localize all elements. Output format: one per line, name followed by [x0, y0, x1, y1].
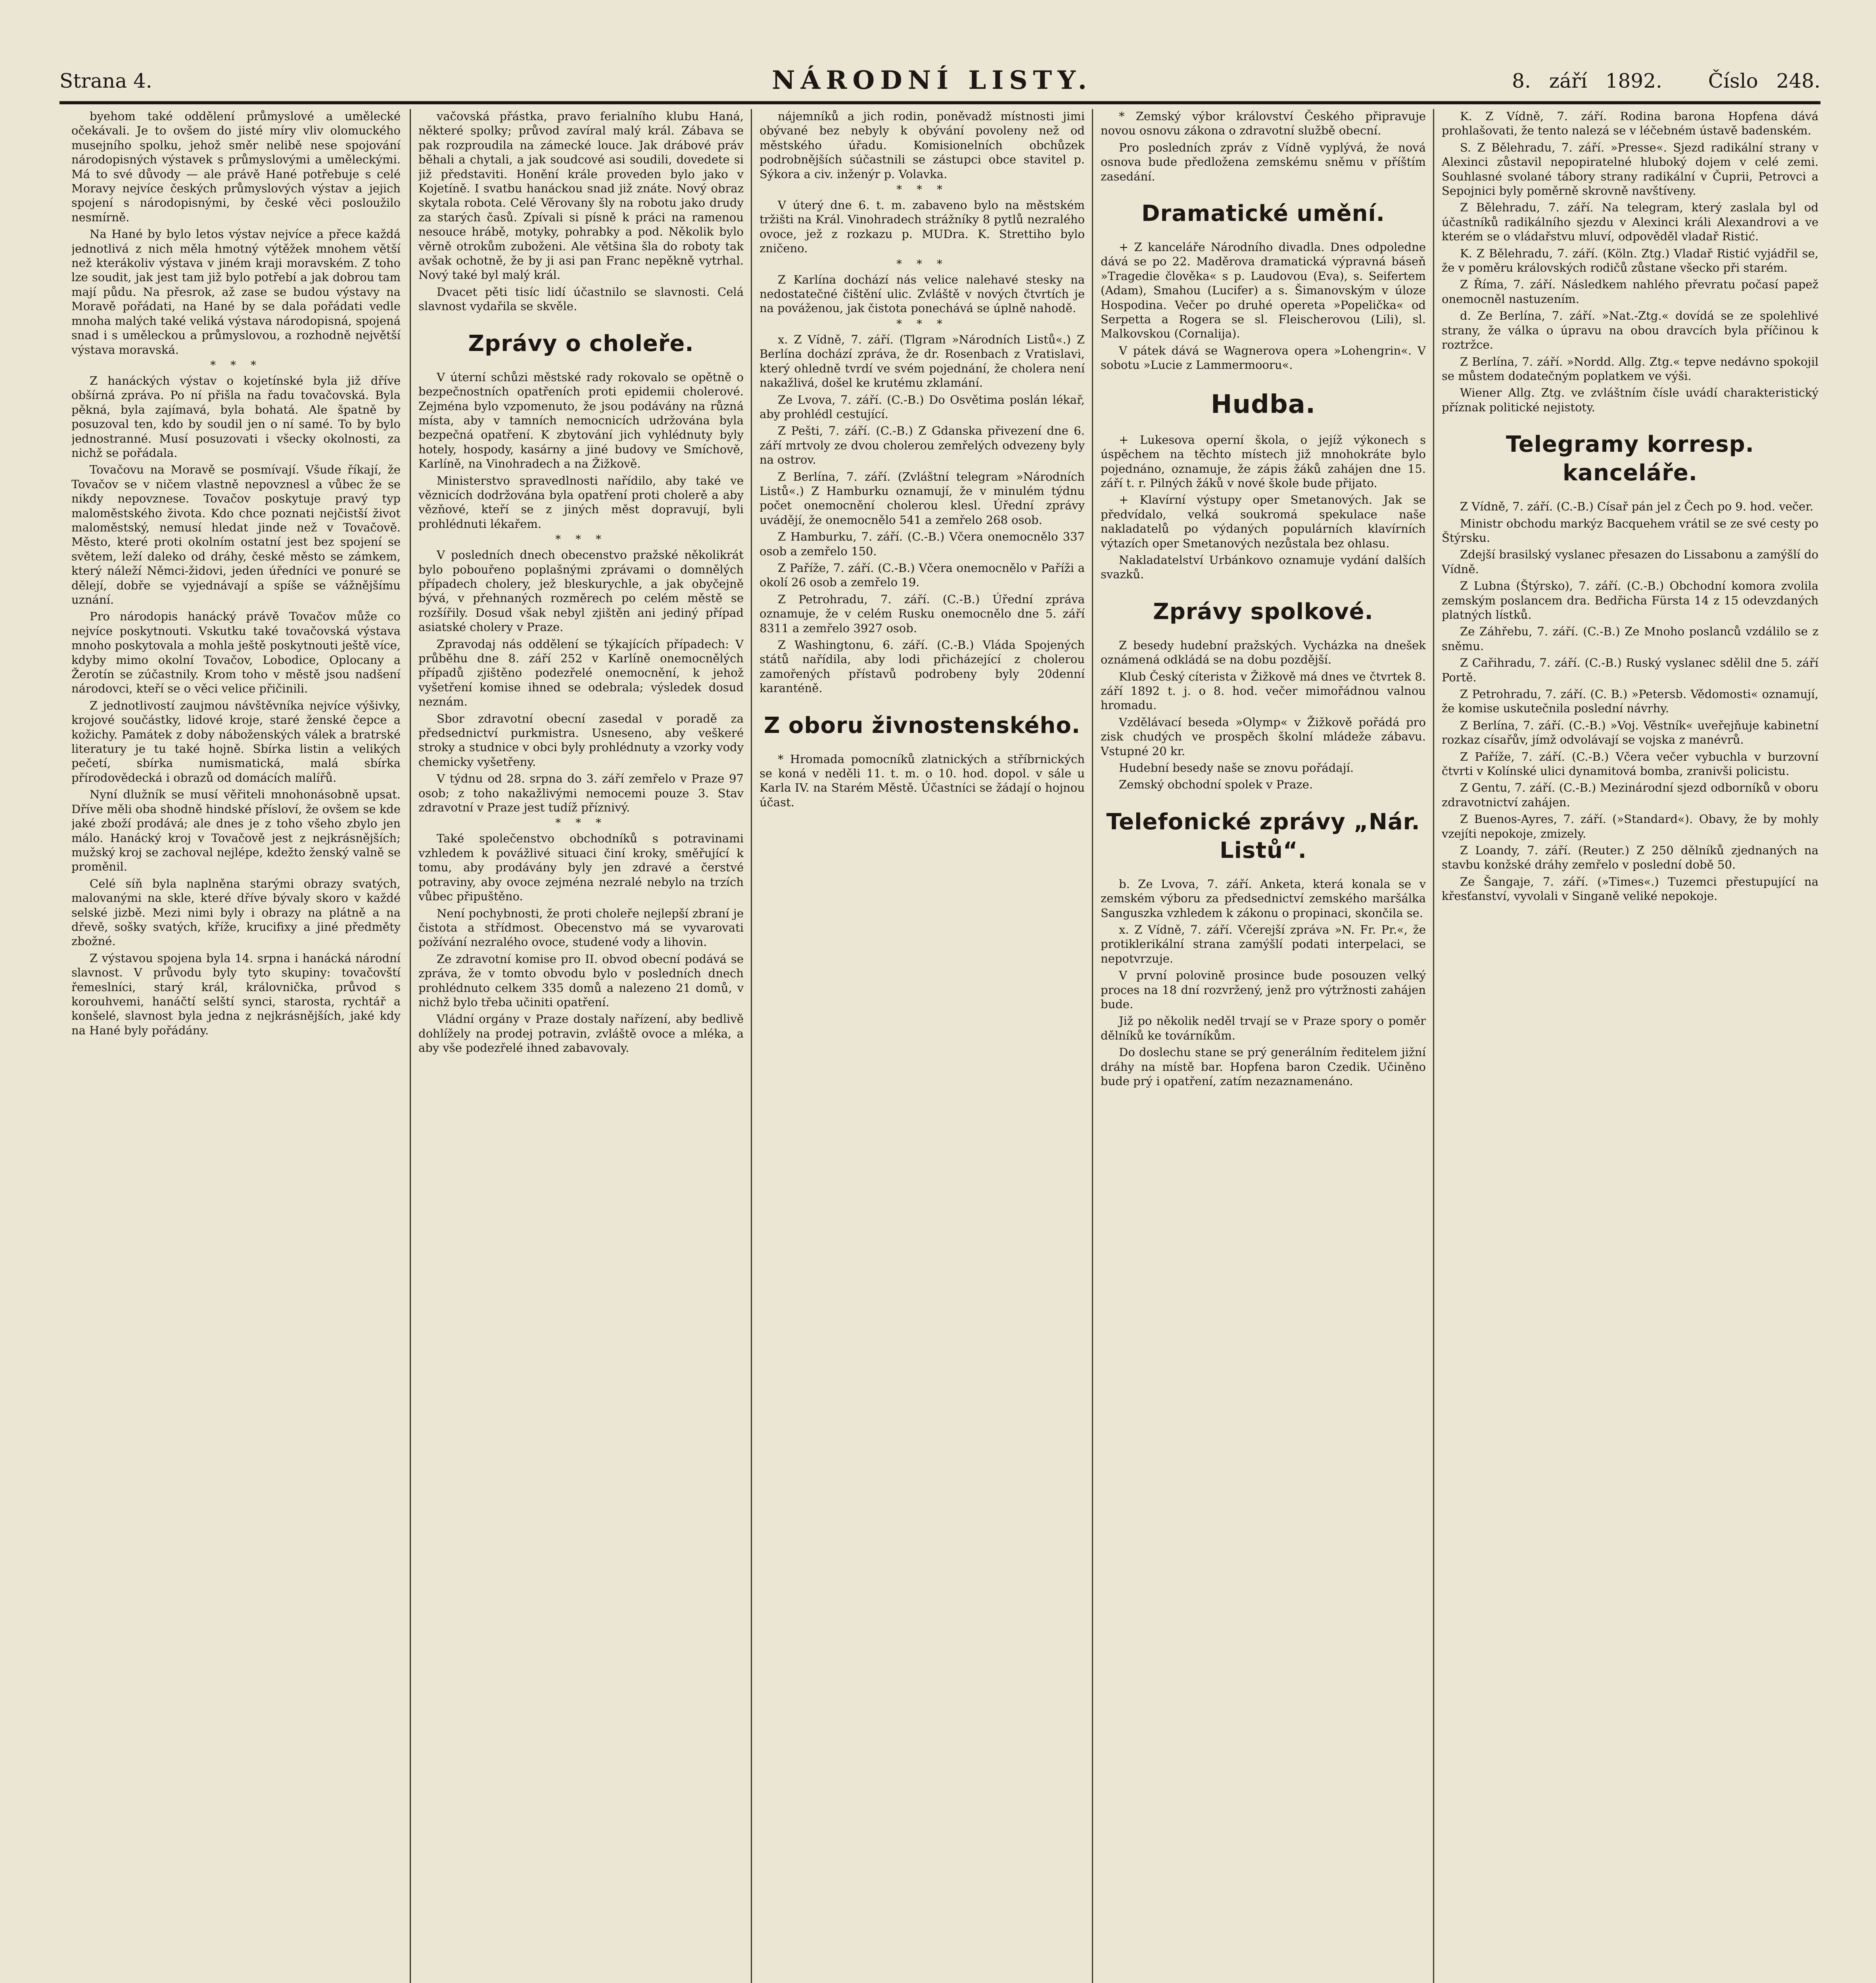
- article-paragraph: Nyní dlužník se musí věřiteli mnohonásobně upsat. Dříve měli oba shodně hindské přísloví, že ovšem se kde jaké zboží prodává; ale dnes je z toho všeho zbylo jen málo. Hanácký kroj v Tovačově jest z nejkrásnějších; mužský kroj se zachoval nejlépe, kdežto ženský valně se proměnil.: [71, 788, 401, 874]
- article-paragraph: Z Cařihradu, 7. září. (C.-B.) Ruský vyslanec sdělil dne 5. září Portě.: [1442, 656, 1818, 684]
- article-paragraph: Není pochybnosti, že proti choleře nejlepší zbraní je čistota a střídmost. Obecenstvo má se vyvarovati požívání nezralého ovoce, studené vody a lihovin.: [418, 906, 744, 949]
- section-separator: * * *: [896, 183, 948, 196]
- section-heading-trade: Z oboru živnostenského.: [763, 712, 1081, 738]
- article-paragraph: Nakladatelství Urbánkovo oznamuje vydání dalších svazků.: [1101, 553, 1426, 581]
- article-paragraph: Zemský obchodní spolek v Praze.: [1119, 778, 1313, 792]
- article-paragraph: Z Paříže, 7. září. (C.-B.) Včera večer vybuchla v burzovní čtvrti v Kolínské ulici dynamitová bomba, zranivši policistu.: [1442, 750, 1818, 778]
- column-rule: [751, 109, 752, 1983]
- issue-date: 8. září 1892.: [1512, 69, 1662, 92]
- article-paragraph: Dvacet pěti tisíc lidí účastnilo se slavnosti. Celá slavnost vydařila se skvěle.: [418, 285, 744, 313]
- article-paragraph: + Z kanceláře Národního divadla. Dnes odpoledne dává se po 22. Maděrova dramatická výpravná báseň »Tragedie člověka« s p. Laudovou (Eva), s. Seifertem (Adam), Smahou (Lucifer) a s. Šimanovským v úloze Hospodina. Večer po druhé opereta »Popelička« od Serpetta a Rogera se sl. Fleischerovou (Lili), sl. Malkovskou (Cornalija).: [1101, 240, 1426, 341]
- article-paragraph: Vzdělávací beseda »Olymp« v Žižkově pořádá pro zisk chudých ve prospěch školní mládeže zábavu. Vstupné 20 kr.: [1101, 715, 1426, 758]
- article-paragraph: Sbor zdravotní obecní zasedal v poradě za předsednictví purkmistra. Usneseno, aby veškeré stroky a studnice v obci byly prohlédnuty a vzorky vody chemicky vyšetřeny.: [418, 712, 744, 769]
- section-separator: * * *: [210, 358, 262, 372]
- article-paragraph: Z jednotlivostí zaujmou návštěvníka nejvíce výšivky, krojové součástky, lidové kroje, staré ženské čepce a kožichy. Památek z doby náboženských válek a bratrské literatury je tu také hojně. Sbírka listin a velikých pečetí, sbírka numismatická, malá sbírka přírodovědecká i obrazů od domácích malířů.: [71, 698, 401, 784]
- section-separator: * * *: [896, 257, 948, 270]
- article-paragraph: b. Ze Lvova, 7. září. Anketa, která konala se v zemském výboru za předsednictví zemského maršálka Sanguszka vzhledem k zákonu o propinaci, skončila se.: [1101, 877, 1426, 920]
- article-paragraph: + Lukesova operní škola, o jejíž výkonech s úspěchem na těchto místech již mnohokráte bylo pojednáno, oznamuje, že zápis žáků zahájen dne 15. září t. r. Pilných žáků v nové škole bude přijato.: [1101, 433, 1426, 490]
- article-paragraph: Zdejší brasilský vyslanec přesazen do Lissabonu a zamýšlí do Vídně.: [1442, 548, 1818, 576]
- article-paragraph: Z Vídně, 7. září. (C.-B.) Císař pán jel z Čech po 9. hod. večer.: [1460, 500, 1814, 514]
- article-paragraph: Celé síň byla naplněna starými obrazy svatých, malovanými na skle, které dříve bývaly skoro v každé selské jizbě. Mezi nimi byly i obrazy na plátně a na dřevě, sošky svatých, kříže, krucifixy a jiné předměty zbožné.: [71, 876, 401, 948]
- article-paragraph: Do doslechu stane se prý generálním ředitelem jižní dráhy na místě bar. Hopfena baron Czedik. Učiněno bude prý i opatření, zatím nezaznamenáno.: [1101, 1045, 1426, 1088]
- article-paragraph: Z hanáckých výstav o kojetínské byla již dříve obšírná zpráva. Po ní přišla na řadu tovačovská. Byla pěkná, byla zajímavá, byla bohatá. Ale špatně by posuzoval ten, kdo by soudil jen o ní samé. To by bylo jednostranné. Musí posuzovati i všecky okolnosti, za nichž se pořádala.: [71, 374, 401, 460]
- article-paragraph: Z Pešti, 7. září. (C.-B.) Z Gdanska přivezení dne 6. září mrtvoly ze dvou cholerou zemřelých odvezeny byly na ostrov.: [760, 424, 1085, 467]
- article-paragraph: d. Ze Berlína, 7. září. »Nat.-Ztg.« dovídá se ze spolehlivé strany, že válka o úpravu na obou dravcích byla příčinou k roztržce.: [1442, 309, 1818, 352]
- article-paragraph: * Zemský výbor království Českého připravuje novou osnovu zákona o zdravotní službě obecní.: [1101, 109, 1426, 138]
- article-paragraph: Z Washingtonu, 6. září. (C.-B.) Vláda Spojených států nařídila, aby lodi přicházející z cholerou zamořených přístavů podrobeny byly 20denní karanténě.: [760, 638, 1085, 695]
- article-paragraph: Vládní orgány v Praze dostaly nařízení, aby bedlivě dohlížely na prodej potravin, zvláště ovoce a mléka, a aby vše podezřelé ihned zabavovaly.: [418, 1012, 744, 1055]
- article-paragraph: Z Berlína, 7. září. »Nordd. Allg. Ztg.« tepve nedávno spokojil se můstem dodatečným poplatkem ve výši.: [1442, 355, 1818, 383]
- article-paragraph: x. Z Vídně, 7. září. (Tlgram »Národních Listů«.) Z Berlína dochází zpráva, že dr. Rosenbach z Vratislavi, který ohledně tvrdí ve svém pojednání, že cholera není nakažlivá, došel ke krutému zklamání.: [760, 332, 1085, 390]
- article-paragraph: Z Petrohradu, 7. září. (C.-B.) Úřední zpráva oznamuje, že v celém Rusku onemocnělo dne 5. září 8311 a zemřelo 3927 osob.: [760, 592, 1085, 635]
- section-separator: * * *: [555, 816, 607, 830]
- article-paragraph: Ze Lvova, 7. září. (C.-B.) Do Osvětima poslán lékař, aby prohlédl cestující.: [760, 393, 1085, 421]
- article-paragraph: Ze Šangaje, 7. září. (»Times«.) Tuzemci přestupující na křesťanství, vyvolali v Singaně veliké nepokoje.: [1442, 875, 1818, 903]
- section-heading-cholera: Zprávy o choleře.: [468, 330, 694, 357]
- article-paragraph: Na Hané by bylo letos výstav nejvíce a přece každá jednotlivá z nich měla hmotný výtěžek mnohem větší než kterákoliv výstava v jiném kraji moravském. Z toho lze soudit, jak jest tam již bylo potřebí a jak dobrou tam mají půdu. Na přesrok, až zase se budou výstavy na Moravě pořádati, na Hané by se dala pořádati vedle mnoha malých také veliká výstava národopisná, spojená snad i s uměleckou a průmyslovou, a rozhodně největší výstava moravská.: [71, 227, 401, 357]
- article-paragraph: Z Loandy, 7. září. (Reuter.) Z 250 dělníků zjednaných na stavbu konžské dráhy zemřelo v poslední době 50.: [1442, 844, 1818, 872]
- column-2: [418, 109, 744, 1983]
- section-heading-societies: Zprávy spolkové.: [1153, 598, 1373, 625]
- article-paragraph: V první polovině prosince bude posouzen velký proces na 18 dní rozvržený, jenž pro výtržnosti zahájen bude.: [1101, 968, 1426, 1011]
- column-rule: [1092, 109, 1093, 1983]
- article-paragraph: Z Petrohradu, 7. září. (C. B.) »Petersb. Vědomosti« oznamují, že komise uskutečnila poslední návrhy.: [1442, 687, 1818, 715]
- article-paragraph: Ze Záhřebu, 7. září. (C.-B.) Ze Mnoho poslanců vzdálilo se z sněmu.: [1442, 625, 1818, 653]
- article-paragraph: V týdnu od 28. srpna do 3. září zemřelo v Praze 97 osob; z toho nakažlivými nemocemi pouze 3. Stav zdravotní v Praze jest tudíž příznivý.: [418, 772, 744, 815]
- article-paragraph: Z výstavou spojena byla 14. srpna i hanácká národní slavnost. V průvodu byly tyto skupiny: tovačovští řemeslníci, starý král, královnička, průvod s korouhvemi, hanáčtí selští synci, starosta, rychtář a konšelé, slavnost byla jedna z nejkrásnějších, jaké kdy na Hané byly pořádány.: [71, 951, 401, 1037]
- column-rule: [410, 109, 411, 1983]
- section-heading-music: Hudba.: [1210, 389, 1316, 419]
- article-paragraph: Ministr obchodu markýz Bacquehem vrátil se ze své cesty po Štýrsku.: [1442, 516, 1818, 545]
- section-heading-drama: Dramatické umění.: [1141, 201, 1385, 227]
- article-paragraph: Klub Český cíterista v Žižkově má dnes ve čtvrtek 8. září 1892 t. j. o 8. hod. večer mimořádnou valnou hromadu.: [1101, 669, 1426, 712]
- article-paragraph: Z Hamburku, 7. září. (C.-B.) Včera onemocnělo 337 osob a zemřelo 150.: [760, 530, 1085, 558]
- article-paragraph: Ze zdravotní komise pro II. obvod obecní podává se zpráva, že v tomto obvodu bylo v posledních dnech prohlédnuto celkem 335 domů a nalezeno 21 domů, v nichž bylo třeba učiniti opatření.: [418, 952, 744, 1009]
- column-1: [71, 109, 401, 1983]
- section-separator: * * *: [555, 533, 607, 546]
- article-paragraph: Již po několik neděl trvají se v Praze spory o poměr dělníků ke továrníkům.: [1101, 1014, 1426, 1042]
- article-paragraph: V úterý dne 6. t. m. zabaveno bylo na městském tržišti na Král. Vinohradech strážníky 8 pytlů nezralého ovoce, jež z rozkazu p. MUDra. K. Strettiho bylo zničeno.: [760, 198, 1085, 255]
- column-3: [760, 109, 1085, 1983]
- newspaper-title: NÁRODNÍ LISTY.: [772, 65, 1092, 95]
- article-paragraph: Z Lubna (Štýrsko), 7. září. (C.-B.) Obchodní komora zvolila zemským poslancem dra. Bedřicha Fürsta 14 z 15 odevzdaných platných lístků.: [1442, 579, 1818, 621]
- article-paragraph: Z Gentu, 7. září. (C.-B.) Mezinárodní sjezd odborníků v oboru zdravotnictví zahájen.: [1442, 781, 1818, 809]
- article-paragraph: V úterní schůzi městské rady rokovalo se opětně o bezpečnostních opatřeních proti epidemii cholerové. Zejména bylo vzpomenuto, že jsou podávány na různá místa, aby v tamních nemocnicích udržována byla bezpečná opatření. K zbytování jich vyhlédnuty byly hotely, hospody, kasárny a jiné budovy ve Smíchově, Karlíně, na Vinohradech a na Žižkově.: [418, 370, 744, 471]
- article-paragraph: Také společenstvo obchodníků s potravinami vzhledem k povážlivé situaci činí kroky, směřující k tomu, aby prodávány byly jen zdravé a čerstvé potraviny, aby ovoce zejména nezralé nebylo na trzích vůbec připuštěno.: [418, 832, 744, 903]
- article-paragraph: x. Z Vídně, 7. září. Včerejší zpráva »N. Fr. Pr.«, že protiklerikální strana zamýšlí podati interpelaci, se nepotvrzuje.: [1101, 923, 1426, 965]
- column-4: [1101, 109, 1426, 1983]
- article-paragraph: Z Paříže, 7. září. (C.-B.) Včera onemocnělo v Paříži a okolí 26 osob a zemřelo 19.: [760, 561, 1085, 589]
- article-paragraph: byehom také oddělení průmyslové a umělecké očekávali. Je to ovšem do jisté míry vliv olomuckého musejního spolku, jehož směr nelibě nese spojování národopisných výstavek s průmyslovými a uměleckými. Má to své důvody — ale právě Hané potřebuje s celé Moravy nejvíce českých průmyslových výstav a jejich spojení s národopisnými, by české věci posloužilo nesmírně.: [71, 109, 401, 224]
- article-paragraph: vačovská přástka, pravo ferialního klubu Haná, některé spolky; průvod zavíral malý král. Zábava se pak rozproudila na zámecké louce. Jak drábové práv běhali a chytali, a jak soudcové asi soudili, dovedete si již představiti. Honění krále proveden bylo jako v Kojetíně. I svatbu hanáckou snad již znáte. Nový obraz skytala robota. Celé Věrovany šly na robotu jako drudy za starých časů. Zpívali si písně k práci na ramenou nesouce hrábě, motyky, pohrabky a pod. Několik bylo věrně otrokům zuboženi. Ale většina šla do roboty tak avšak ochotně, že by ji asi pan Franc nepěkně vytrhal. Nový také byl malý král.: [418, 109, 744, 282]
- article-paragraph: Pro národopis hanácký právě Tovačov může co nejvíce poskytnouti. Vskutku také tovačovská výstava mnoho poskytovala a mohla ještě poskytnouti ještě více, kdyby mimo okolní Tovačov, Lobodice, Oplocany a Žerotín se zúčastnily. Krom toho v městě jsou nadšení národovci, kteří se o věci velice přičinili.: [71, 610, 401, 696]
- column-rule: [1433, 109, 1434, 1983]
- issue-info: [1512, 69, 1820, 92]
- section-heading-telephone: Telefonické zprávy „Nár. Listů“.: [1106, 809, 1420, 863]
- article-paragraph: Hudební besedy naše se znovu pořádají.: [1119, 761, 1354, 775]
- article-paragraph: Z Bělehradu, 7. září. Na telegram, který zaslala byl od účastníků radikálního sjezdu v Alexinci králi Alexandrovi a ve kterém se o vládařstvu mluví, odpověděl vladař Ristić.: [1442, 201, 1818, 244]
- page-number: Strana 4.: [59, 69, 152, 92]
- article-paragraph: nájemníků a jich rodin, poněvadž místnosti jimi obývané bez nebyly k obývání povoleny než od městského úřadu. Komisionelních obchůzek podrobnějších súčastnili se zástupci obce stavitel p. Sýkora a civ. inženýr p. Volavka.: [760, 109, 1085, 181]
- article-paragraph: + Klavírní výstupy oper Smetanových. Jak se předvídalo, velká soukromá spekulace naše nakladatelů po výdaných populárních klavírních výtazích oper Smetanových nezůstala bez ohlasu.: [1101, 493, 1426, 550]
- article-paragraph: S. Z Bělehradu, 7. září. »Presse«. Sjezd radikální strany v Alexinci zůstavil nepopiratelné hluboký dojem v celé zemi. Souhlasné svolané tábory strany radikální v Čuprii, Petrovci a Sepojnici byly poměrně skrovně navštíveny.: [1442, 140, 1818, 198]
- article-paragraph: Z Berlína, 7. září. (Zvláštní telegram »Národních Listů«.) Z Hamburku oznamují, že v minulém týdnu počet onemocnění cholerou klesl. Úřední zprávy uvádějí, že onemocnělo 541 a zemřelo 268 osob.: [760, 470, 1085, 527]
- article-paragraph: V pátek dává se Wagnerova opera »Lohengrin«. V sobotu »Lucie z Lammermooru«.: [1101, 343, 1426, 372]
- issue-number: Číslo 248.: [1708, 69, 1820, 92]
- article-paragraph: Z besedy hudební pražských. Vycházka na dnešek oznámená odkládá se na dobu pozdější.: [1101, 638, 1426, 667]
- article-paragraph: Pro posledních zpráv z Vídně vyplývá, že nová osnova bude předložena zemskému sněmu v příštím zasedání.: [1101, 140, 1426, 183]
- article-paragraph: Z Říma, 7. září. Následkem nahlého převratu počasí papež onemocněl nastuzením.: [1442, 278, 1818, 306]
- article-paragraph: K. Z Bělehradu, 7. září. (Köln. Ztg.) Vladař Ristić vyjádřil se, že v poměru královských rodičů zůstane všecko při starém.: [1442, 246, 1818, 275]
- masthead: [59, 65, 1820, 104]
- article-paragraph: Wiener Allg. Ztg. ve zvláštním čísle uvádí charakteristický příznak politické nejistoty.: [1442, 386, 1818, 414]
- article-paragraph: V posledních dnech obecenstvo pražské několikrát bylo pobouřeno poplašnými zprávami o domnělých případech cholery, jež bleskurychle, a jak obyčejně bývá, v přehnaných rozměrech po celém městě se rozšířily. Dosud však nebyl zjištěn ani jediný případ asiatské cholery v Praze.: [418, 548, 744, 634]
- column-5: [1442, 109, 1818, 1983]
- article-paragraph: Z Berlína, 7. září. (C.-B.) »Voj. Věstník« uveřejňuje kabinetní rozkaz císařův, jímž odvolávají se vojska z manévrů.: [1442, 718, 1818, 747]
- article-paragraph: Zpravodaj nás oddělení se týkajících případech: V průběhu dne 8. září 252 v Karlíně onemocnělých případů zjištěno podezřelé onemocnění, k jehož vyšetření komise ihned se odebrala; výsledek dosud neznám.: [418, 637, 744, 709]
- section-separator: * * *: [896, 317, 948, 330]
- article-paragraph: Tovačovu na Moravě se posmívají. Všude říkají, že Tovačov se v ničem vlastně nepovznesl a vůbec že se nikdy nepovznese. Tovačov poskytuje pravý typ maloměstského života. Kdo chce poznati nejčistší život maloměstský, nemusí hledat jinde než v Tovačově. Město, které proti okolním ostatní jest bez spojení se světem, leží daleko od dráhy, české město se zámkem, který náleží Němci-židovi, jeden úředníci ve ponuré se dělejí, dobře se vyjednávají a spíše se vážnějšímu uznání.: [71, 463, 401, 606]
- article-paragraph: Z Karlína dochází nás velice nalehavé stesky na nedostatečné čištění ulic. Zvláště v nových čtvrtích je na pováženou, jak čistota ponechává se úplně nahodě.: [760, 272, 1085, 315]
- section-heading-telegrams: Telegramy korresp. kanceláře.: [1506, 432, 1754, 486]
- article-paragraph: Z Buenos-Ayres, 7. září. (»Standard«). Obavy, že by mohly vzejíti nepokoje, zmizely.: [1442, 812, 1818, 840]
- article-paragraph: * Hromada pomocníků zlatnických a stříbrnických se koná v neděli 11. t. m. o 10. hod. dopol. v sále u Karla IV. na Starém Městě. Účastníci se žádají o hojnou účast.: [760, 752, 1085, 809]
- article-paragraph: K. Z Vídně, 7. září. Rodina barona Hopfena dává prohlašovati, že tento nalezá se v léčebném ústavě badenském.: [1442, 109, 1818, 138]
- article-paragraph: Ministerstvo spravedlnosti nařídilo, aby také ve věznicích dodržována byla opatření proti cholerě a aby vězňové, kteří se z jiných měst dopravují, byli prohlédnuti lékařem.: [418, 474, 744, 531]
